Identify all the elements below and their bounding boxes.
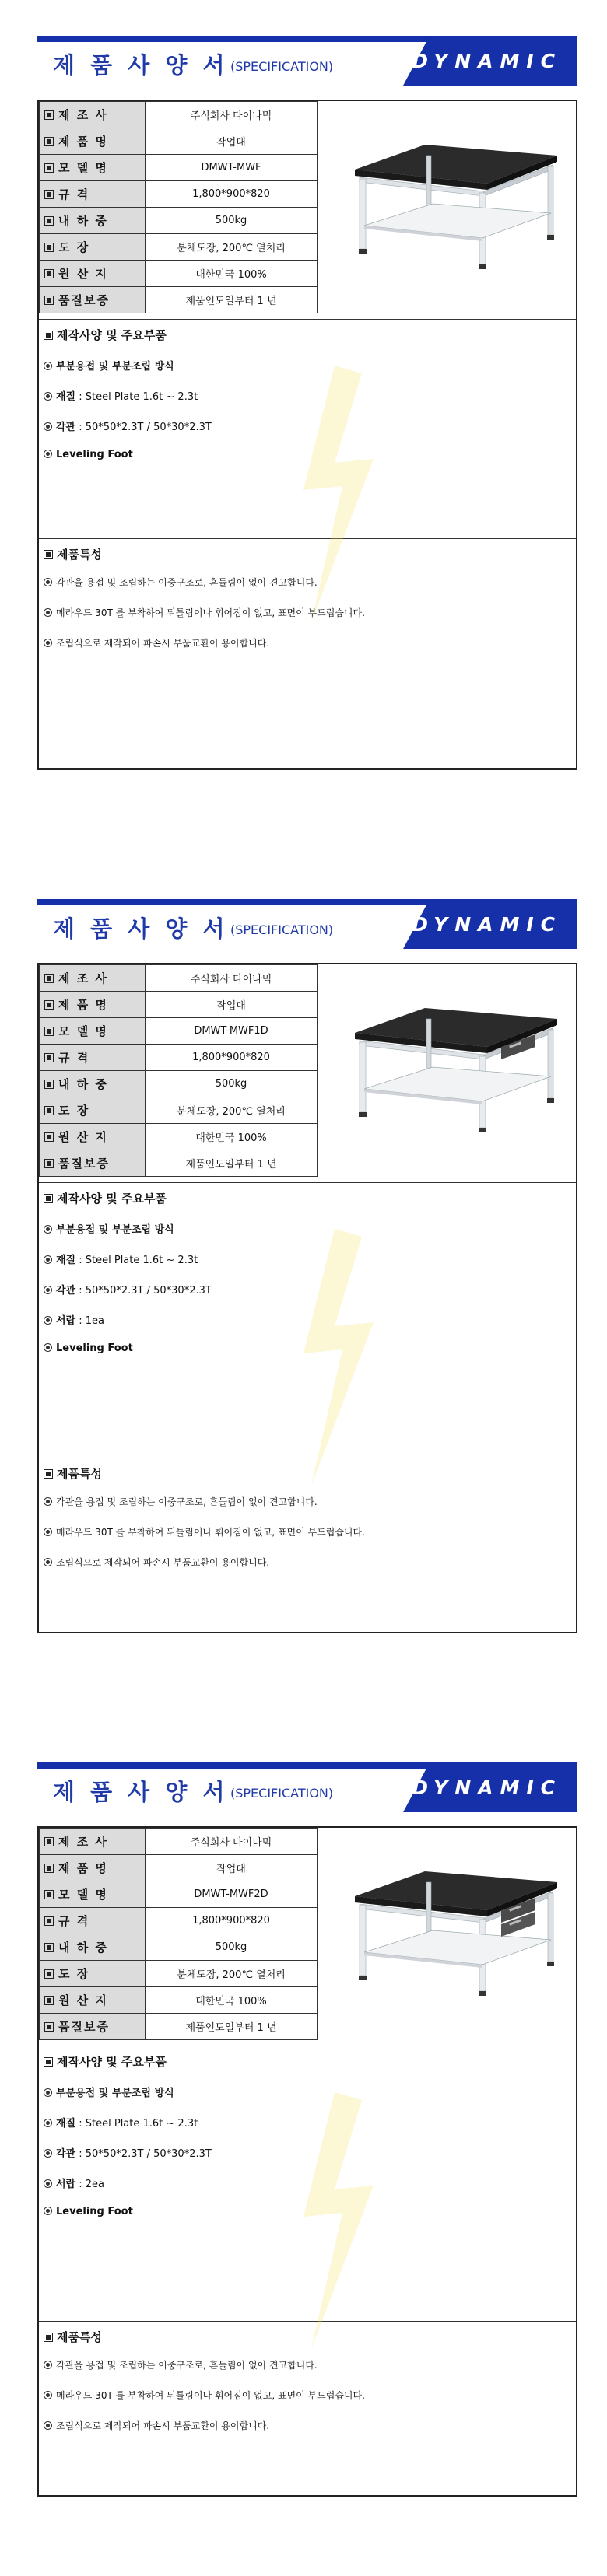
spec-value: 500kg xyxy=(146,1934,318,1961)
spec-box xyxy=(37,100,577,770)
list-item: 메라우드 30T 를 부착하여 뒤틀림이나 휘어짐이 없고, 표면이 부드럽습니다. xyxy=(44,2389,365,2402)
spec-key: 원 산 지 xyxy=(40,261,146,287)
bullet-icon xyxy=(44,1343,52,1352)
logo-text: DYNAMIC xyxy=(412,50,562,72)
page-title: 제 품 사 양 서 xyxy=(53,1779,229,1805)
spec-sheet xyxy=(37,1762,577,2431)
spec-key: 내 하 중 xyxy=(40,1071,146,1097)
bullet-icon xyxy=(44,2149,52,2158)
bullet-icon xyxy=(44,2391,52,2399)
spec-key: 원 산 지 xyxy=(40,1987,146,2014)
spec-value: DMWT-MWF1D xyxy=(146,1018,318,1045)
checkbox-icon xyxy=(44,1159,54,1168)
spec-value: 작업대 xyxy=(146,128,318,155)
spec-table-area xyxy=(39,1828,576,2046)
feature-section xyxy=(39,2324,576,2526)
list-item: 서랍 : 2ea xyxy=(44,2175,104,2190)
page-subtitle: (SPECIFICATION) xyxy=(230,922,334,937)
table-row xyxy=(40,1150,318,1177)
checkbox-icon xyxy=(44,269,54,278)
table-row xyxy=(40,1987,318,2014)
section-divider xyxy=(39,538,576,539)
spec-key: 제 품 명 xyxy=(40,1855,146,1881)
bullet-icon xyxy=(44,639,52,647)
list-item: 조립식으로 제작되어 파손시 부품교환이 용이합니다. xyxy=(44,1556,269,1569)
spec-sheet xyxy=(37,36,577,649)
spec-key: 모 델 명 xyxy=(40,1018,146,1045)
list-item: 각관 : 50*50*2.3T / 50*30*2.3T xyxy=(44,418,212,433)
bullet-icon xyxy=(44,578,52,586)
checkbox-icon xyxy=(44,1469,53,1479)
spec-key: 제 품 명 xyxy=(40,128,146,155)
list-item: Leveling Foot xyxy=(44,2206,133,2217)
page-title: 제 품 사 양 서 xyxy=(53,52,229,79)
spec-sheet xyxy=(37,899,577,1568)
spec-value: 제품인도일부터 1 년 xyxy=(146,2014,318,2040)
sheet-header xyxy=(37,1762,577,1814)
checkbox-icon xyxy=(44,2333,53,2342)
list-item: 부분용접 및 부분조립 방식 xyxy=(44,358,174,373)
spec-key: 품질보증 xyxy=(40,1150,146,1177)
checkbox-icon xyxy=(44,216,54,226)
spec-key: 규 격 xyxy=(40,181,146,208)
spec-section xyxy=(39,1184,576,1402)
checkbox-icon xyxy=(44,1132,54,1142)
table-row xyxy=(40,1908,318,1934)
bullet-icon xyxy=(44,2179,52,2188)
spec-value: 작업대 xyxy=(146,1855,318,1881)
table-row xyxy=(40,965,318,992)
spec-section xyxy=(39,2047,576,2265)
section-title: 제품특성 xyxy=(44,546,102,562)
spec-value: 대한민국 100% xyxy=(146,261,318,287)
spec-table-area xyxy=(39,964,576,1183)
checkbox-icon xyxy=(44,1996,54,2005)
section-title: 제작사양 및 주요부품 xyxy=(44,327,167,343)
list-item: Leveling Foot xyxy=(44,449,133,460)
table-row xyxy=(40,155,318,181)
spec-value: 1,800*900*820 xyxy=(146,1045,318,1071)
table-row xyxy=(40,1855,318,1881)
section-divider xyxy=(39,2321,576,2322)
brand-logo xyxy=(403,1762,577,1812)
spec-key: 내 하 중 xyxy=(40,208,146,234)
spec-key: 제 조 사 xyxy=(40,965,146,992)
checkbox-icon xyxy=(44,1890,54,1899)
list-item: 각관 : 50*50*2.3T / 50*30*2.3T xyxy=(44,1282,212,1297)
sheet-header xyxy=(37,36,577,87)
checkbox-icon xyxy=(44,1916,54,1926)
table-row xyxy=(40,1045,318,1071)
list-item: 조립식으로 제작되어 파손시 부품교환이 용이합니다. xyxy=(44,2419,269,2432)
checkbox-icon xyxy=(44,1837,54,1846)
page-subtitle: (SPECIFICATION) xyxy=(230,1786,334,1801)
checkbox-icon xyxy=(44,1080,54,1089)
bullet-icon xyxy=(44,1255,52,1264)
checkbox-icon xyxy=(44,1000,54,1010)
list-item: 메라우드 30T 를 부착하여 뒤틀림이나 휘어짐이 없고, 표면이 부드럽습니다. xyxy=(44,606,365,619)
checkbox-icon xyxy=(44,550,53,559)
checkbox-icon xyxy=(44,1194,53,1203)
bullet-icon xyxy=(44,1286,52,1294)
spec-key: 원 산 지 xyxy=(40,1124,146,1150)
table-row xyxy=(40,1961,318,1987)
spec-value: 주식회사 다이나믹 xyxy=(146,965,318,992)
spec-key: 제 조 사 xyxy=(40,1829,146,1855)
bullet-icon xyxy=(44,422,52,431)
spec-value: DMWT-MWF xyxy=(146,155,318,181)
spec-key: 모 델 명 xyxy=(40,1881,146,1908)
spec-key: 도 장 xyxy=(40,1961,146,1987)
page-subtitle: (SPECIFICATION) xyxy=(230,59,334,74)
spec-key: 규 격 xyxy=(40,1045,146,1071)
list-item: 각관을 용접 및 조립하는 이중구조로, 흔들림이 없이 견고합니다. xyxy=(44,1495,318,1508)
bullet-icon xyxy=(44,2421,52,2430)
list-item: Leveling Foot xyxy=(44,1342,133,1354)
checkbox-icon xyxy=(44,2022,54,2032)
table-row xyxy=(40,1097,318,1124)
checkbox-icon xyxy=(44,1864,54,1873)
spec-table-area xyxy=(39,101,576,320)
logo-text: DYNAMIC xyxy=(412,1776,562,1799)
spec-key: 모 델 명 xyxy=(40,155,146,181)
bullet-icon xyxy=(44,2361,52,2369)
spec-section xyxy=(39,320,576,538)
bullet-icon xyxy=(44,450,52,458)
list-item: 메라우드 30T 를 부착하여 뒤틀림이나 휘어짐이 없고, 표면이 부드럽습니다. xyxy=(44,1525,365,1538)
page-title: 제 품 사 양 서 xyxy=(53,915,229,942)
logo-text: DYNAMIC xyxy=(412,913,562,936)
product-image xyxy=(332,109,565,296)
bullet-icon xyxy=(44,2119,52,2127)
table-row xyxy=(40,181,318,208)
bullet-icon xyxy=(44,1225,52,1234)
spec-value: 1,800*900*820 xyxy=(146,181,318,208)
checkbox-icon xyxy=(44,1943,54,1952)
list-item: 각관을 용접 및 조립하는 이중구조로, 흔들림이 없이 견고합니다. xyxy=(44,2358,318,2371)
spec-value: 주식회사 다이나믹 xyxy=(146,102,318,128)
checkbox-icon xyxy=(44,2057,53,2067)
checkbox-icon xyxy=(44,331,53,340)
spec-value: 500kg xyxy=(146,1071,318,1097)
bullet-icon xyxy=(44,1558,52,1566)
table-row xyxy=(40,128,318,155)
spec-value: 대한민국 100% xyxy=(146,1987,318,2014)
feature-section xyxy=(39,541,576,744)
spec-key: 규 격 xyxy=(40,1908,146,1934)
sheet-header xyxy=(37,899,577,950)
bullet-icon xyxy=(44,1528,52,1536)
section-title: 제작사양 및 주요부품 xyxy=(44,1190,167,1206)
checkbox-icon xyxy=(44,110,54,120)
table-row xyxy=(40,992,318,1018)
spec-value: 1,800*900*820 xyxy=(146,1908,318,1934)
brand-logo xyxy=(403,899,577,949)
section-title: 제작사양 및 주요부품 xyxy=(44,2053,167,2070)
spec-key: 제 품 명 xyxy=(40,992,146,1018)
checkbox-icon xyxy=(44,1106,54,1115)
list-item: 조립식으로 제작되어 파손시 부품교환이 용이합니다. xyxy=(44,636,269,649)
spec-key: 제 조 사 xyxy=(40,102,146,128)
table-row xyxy=(40,102,318,128)
list-item: 재질 : Steel Plate 1.6t ~ 2.3t xyxy=(44,1251,198,1266)
checkbox-icon xyxy=(44,296,54,305)
spec-key: 품질보증 xyxy=(40,287,146,313)
table-row xyxy=(40,1071,318,1097)
checkbox-icon xyxy=(44,974,54,983)
spec-key: 내 하 중 xyxy=(40,1934,146,1961)
section-title: 제품특성 xyxy=(44,1465,102,1482)
checkbox-icon xyxy=(44,1053,54,1062)
spec-box xyxy=(37,963,577,1633)
table-row xyxy=(40,1881,318,1908)
list-item: 각관 : 50*50*2.3T / 50*30*2.3T xyxy=(44,2145,212,2160)
table-row xyxy=(40,1829,318,1855)
checkbox-icon xyxy=(44,190,54,199)
bullet-icon xyxy=(44,1497,52,1506)
spec-key: 도 장 xyxy=(40,234,146,261)
table-row xyxy=(40,234,318,261)
checkbox-icon xyxy=(44,163,54,173)
checkbox-icon xyxy=(44,137,54,146)
list-item: 서랍 : 1ea xyxy=(44,1312,104,1327)
bullet-icon xyxy=(44,1316,52,1325)
spec-value: 분체도장, 200℃ 열처리 xyxy=(146,1097,318,1124)
bullet-icon xyxy=(44,608,52,617)
spec-value: DMWT-MWF2D xyxy=(146,1881,318,1908)
table-row xyxy=(40,287,318,313)
bullet-icon xyxy=(44,2088,52,2097)
list-item: 재질 : Steel Plate 1.6t ~ 2.3t xyxy=(44,388,198,403)
brand-logo xyxy=(403,36,577,86)
list-item: 각관을 용접 및 조립하는 이중구조로, 흔들림이 없이 견고합니다. xyxy=(44,576,318,589)
feature-section xyxy=(39,1461,576,1663)
table-row xyxy=(40,1934,318,1961)
spec-value: 대한민국 100% xyxy=(146,1124,318,1150)
list-item: 부분용접 및 부분조립 방식 xyxy=(44,2084,174,2099)
spec-table xyxy=(39,964,318,1177)
list-item: 재질 : Steel Plate 1.6t ~ 2.3t xyxy=(44,2115,198,2130)
spec-value: 500kg xyxy=(146,208,318,234)
spec-box xyxy=(37,1826,577,2497)
spec-value: 제품인도일부터 1 년 xyxy=(146,287,318,313)
product-image xyxy=(332,1836,565,2022)
table-row xyxy=(40,1124,318,1150)
spec-key: 품질보증 xyxy=(40,2014,146,2040)
product-image xyxy=(332,972,565,1159)
spec-table xyxy=(39,101,318,313)
checkbox-icon xyxy=(44,1027,54,1036)
section-title: 제품특성 xyxy=(44,2329,102,2345)
spec-value: 제품인도일부터 1 년 xyxy=(146,1150,318,1177)
spec-value: 작업대 xyxy=(146,992,318,1018)
bullet-icon xyxy=(44,362,52,370)
checkbox-icon xyxy=(44,243,54,252)
list-item: 부분용접 및 부분조립 방식 xyxy=(44,1221,174,1236)
spec-value: 분체도장, 200℃ 열처리 xyxy=(146,234,318,261)
spec-value: 주식회사 다이나믹 xyxy=(146,1829,318,1855)
table-row xyxy=(40,208,318,234)
spec-value: 분체도장, 200℃ 열처리 xyxy=(146,1961,318,1987)
spec-key: 도 장 xyxy=(40,1097,146,1124)
table-row xyxy=(40,2014,318,2040)
checkbox-icon xyxy=(44,1969,54,1979)
table-row xyxy=(40,261,318,287)
table-row xyxy=(40,1018,318,1045)
bullet-icon xyxy=(44,2207,52,2215)
spec-table xyxy=(39,1828,318,2040)
bullet-icon xyxy=(44,392,52,401)
